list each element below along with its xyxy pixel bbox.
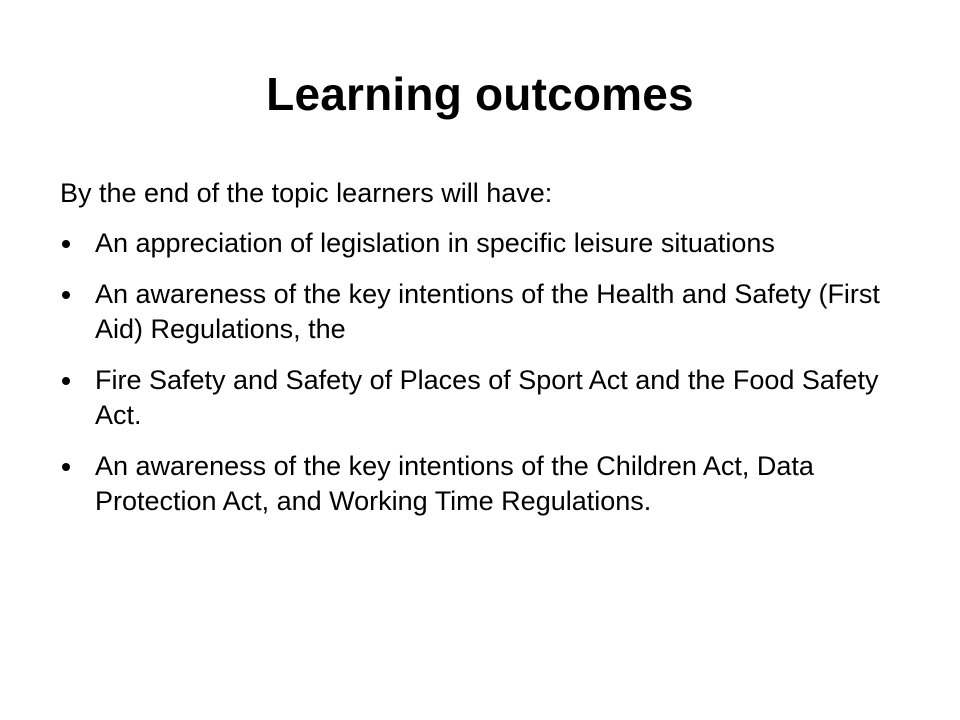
slide-title: Learning outcomes xyxy=(266,68,694,120)
bullet-item-2 xyxy=(60,277,910,347)
bullet-list xyxy=(60,226,910,535)
bullet-text-2: An awareness of the key intentions of the Health and Safety (First Aid) Regulations, the xyxy=(95,279,880,344)
bullet-text-1: An appreciation of legislation in specific leisure situations xyxy=(95,228,775,258)
intro-text: By the end of the topic learners will have: xyxy=(60,178,553,208)
bullet-item-4 xyxy=(60,449,910,519)
bullet-item-1 xyxy=(60,226,910,261)
bullet-dot-icon xyxy=(62,291,70,299)
bullet-dot-icon xyxy=(62,377,70,385)
bullet-text-4: An awareness of the key intentions of the Children Act, Data Protection Act, and Working Time Regulations. xyxy=(95,451,814,516)
bullet-dot-icon xyxy=(62,240,70,248)
bullet-text-3: Fire Safety and Safety of Places of Sport Act and the Food Safety Act. xyxy=(95,365,879,430)
bullet-dot-icon xyxy=(62,463,70,471)
bullet-item-3 xyxy=(60,363,910,433)
